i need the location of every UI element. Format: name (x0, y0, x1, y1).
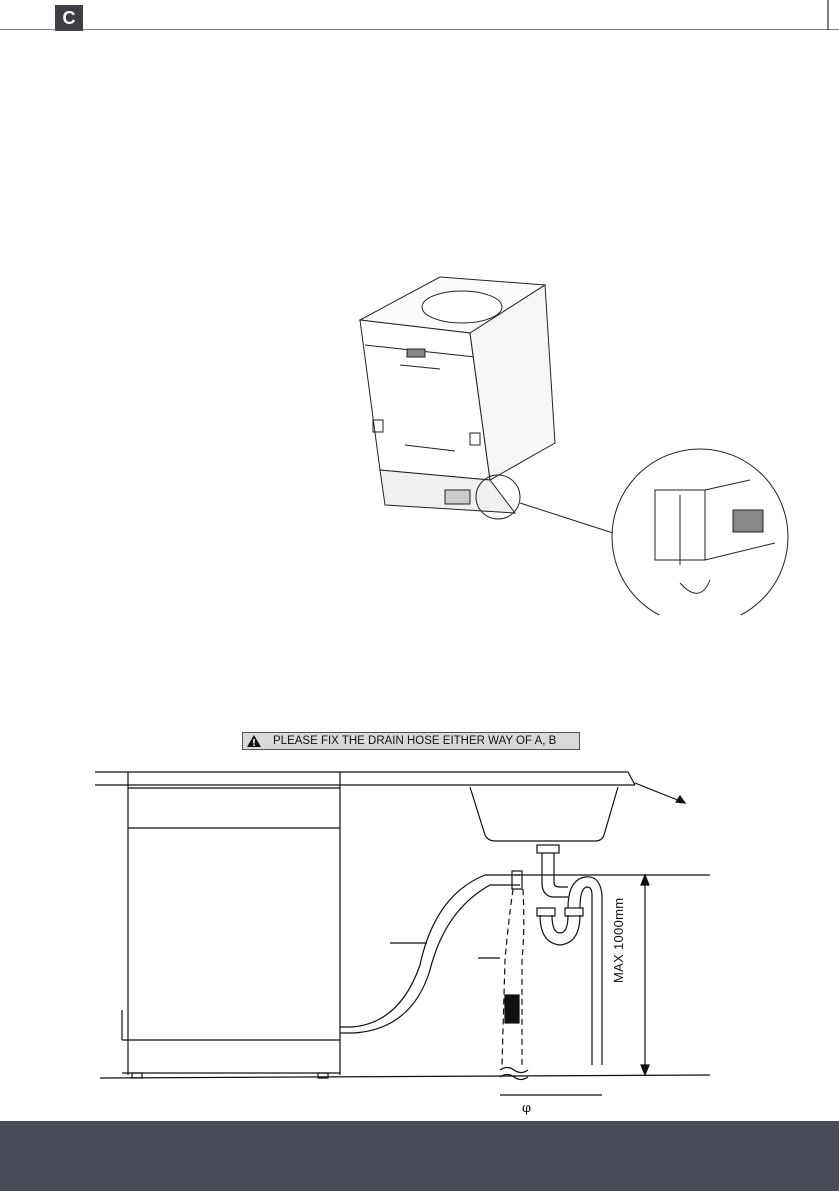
warning-triangle-icon (243, 733, 265, 749)
brand-logo-letter: C (62, 8, 76, 28)
hose-diameter-symbol: φ (522, 1101, 532, 1116)
max-height-label: MAX 1000mm (611, 897, 626, 983)
brand-logo (55, 5, 83, 31)
header-rule (0, 0, 839, 30)
warning-banner (242, 732, 580, 750)
footer-bar (0, 1121, 839, 1191)
dishwasher-installation-illustration (355, 265, 825, 615)
warning-text: PLEASE FIX THE DRAIN HOSE EITHER WAY OF A, B (273, 735, 557, 747)
